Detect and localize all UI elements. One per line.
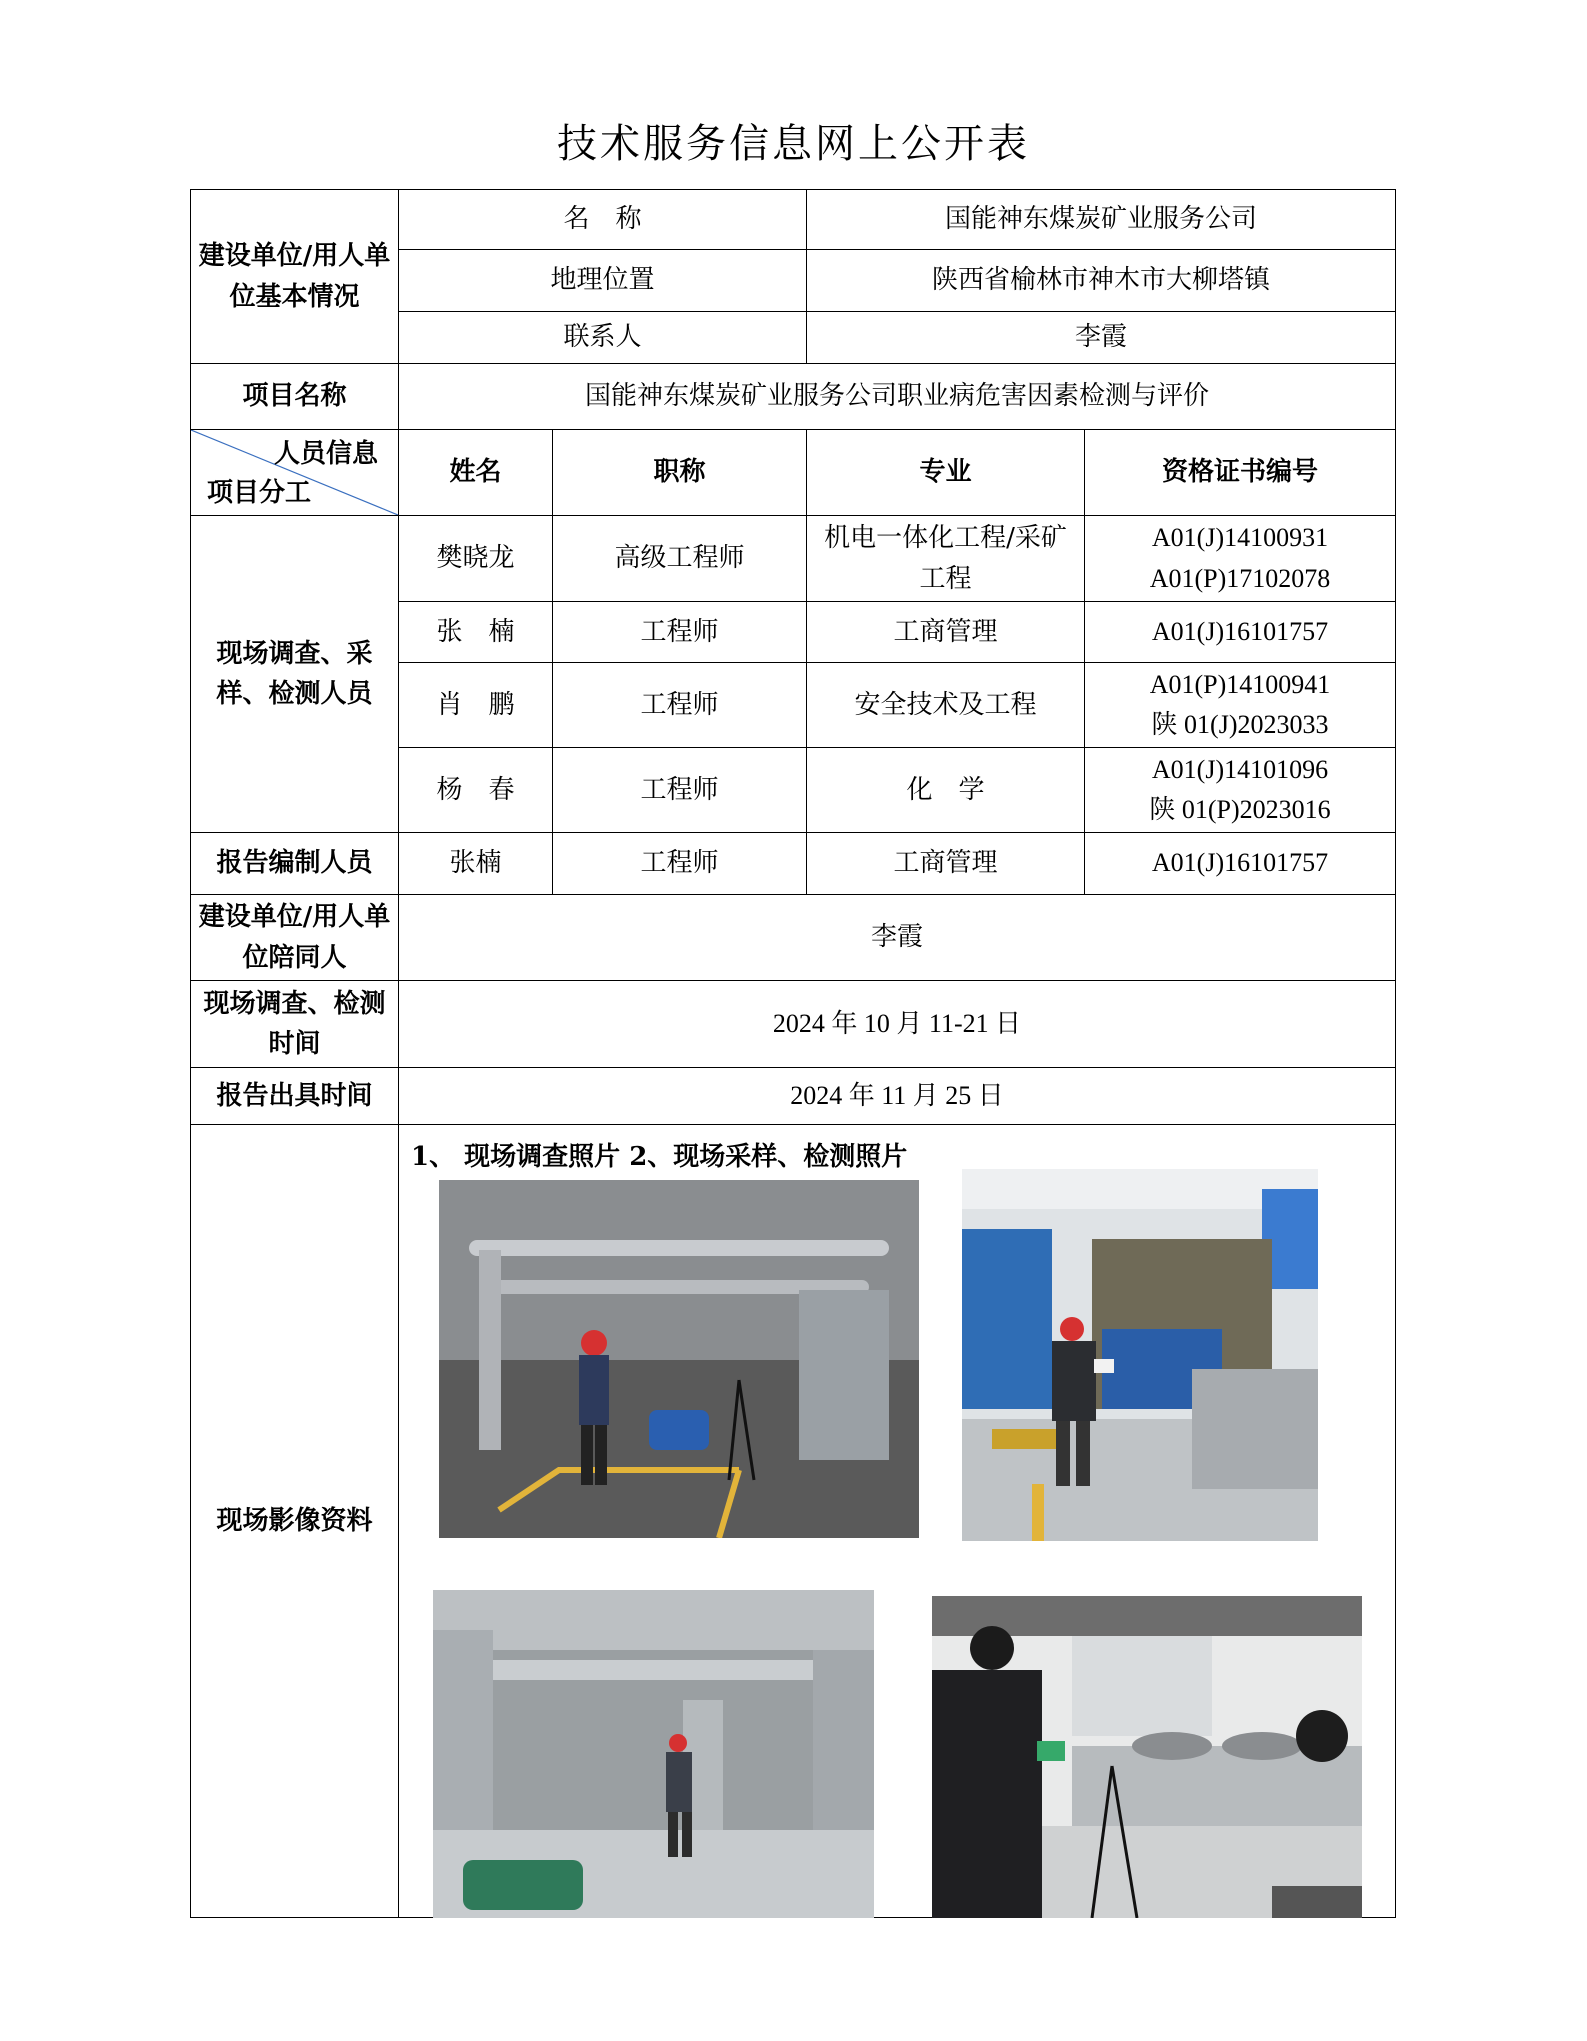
staff-name: 杨 春 [399,748,553,833]
staff-name: 肖 鹏 [399,663,553,748]
staff-title: 工程师 [553,663,807,748]
staff-major: 工商管理 [807,602,1085,663]
staff-name: 张 楠 [399,602,553,663]
photo-illustration [433,1590,874,1918]
cert-number: A01(J)14100931 [1151,523,1329,553]
col-header-name: 姓名 [399,430,553,516]
staff-major: 安全技术及工程 [807,663,1085,748]
col-header-cert: 资格证书编号 [1085,430,1396,516]
field-staff-label: 现场调查、采样、检测人员 [191,516,399,833]
site-photo-filter-room [962,1169,1318,1541]
staff-major: 化 学 [807,748,1085,833]
report-staff-title: 工程师 [553,833,807,895]
photo-illustration [932,1596,1362,1918]
report-time-value: 2024 年 11 月 25 日 [399,1068,1396,1125]
unit-name-value: 国能神东煤炭矿业服务公司 [807,190,1396,250]
escort-label: 建设单位/用人单位陪同人 [191,895,399,981]
site-photo-pump-room [439,1180,919,1538]
staff-certs [1085,516,1396,602]
project-value: 国能神东煤炭矿业服务公司职业病危害因素检测与评价 [399,364,1396,430]
images-label: 现场影像资料 [191,1125,399,1918]
cert-number: A01(P)14100941 [1149,669,1331,699]
cert-number: A01(J)16101757 [1151,616,1329,646]
cert-number: 陕 01(P)2023016 [1149,795,1331,824]
contact-value: 李霞 [807,312,1396,364]
photos-caption: 1、 现场调查照片 2、现场采样、检测照片 [411,1142,908,1172]
location-value: 陕西省榆林市神木市大柳塔镇 [807,250,1396,312]
cert-number: 陕 01(J)2023033 [1151,710,1329,739]
escort-value: 李霞 [399,895,1396,981]
staff-certs [1085,663,1396,748]
staff-title: 高级工程师 [553,516,807,602]
col-header-major: 专业 [807,430,1085,516]
staff-major: 机电一体化工程/采矿工程 [807,516,1085,602]
report-staff-cert: A01(J)16101757 [1085,833,1396,895]
staff-title: 工程师 [553,602,807,663]
survey-time-label: 现场调查、检测时间 [191,981,399,1068]
survey-time-value: 2024 年 10 月 11-21 日 [399,981,1396,1068]
unit-info-label: 建设单位/用人单位基本情况 [191,190,399,364]
site-photo-pipe-hall [433,1590,874,1918]
site-photo-kitchen [932,1596,1362,1918]
location-label: 地理位置 [399,250,807,312]
cert-number: A01(P)17102078 [1149,563,1331,593]
report-staff-name: 张楠 [399,833,553,895]
unit-name-label: 名 称 [399,190,807,250]
contact-label: 联系人 [399,312,807,364]
cert-number: A01(J)14101096 [1151,754,1329,784]
info-table [190,189,1396,1918]
report-time-label: 报告出具时间 [191,1068,399,1125]
staff-name: 樊晓龙 [399,516,553,602]
photo-illustration [439,1180,919,1538]
diag-bottom-label: 项目分工 [207,477,312,508]
page-title: 技术服务信息网上公开表 [557,121,1030,167]
diag-top-label: 人员信息 [273,439,378,469]
photo-illustration [962,1169,1318,1541]
photos-cell [399,1125,1396,1918]
staff-header-diagonal [191,430,399,516]
project-label: 项目名称 [191,364,399,430]
report-staff-label: 报告编制人员 [191,833,399,895]
staff-certs [1085,748,1396,833]
col-header-title: 职称 [553,430,807,516]
report-staff-major: 工商管理 [807,833,1085,895]
staff-certs [1085,602,1396,663]
staff-title: 工程师 [553,748,807,833]
